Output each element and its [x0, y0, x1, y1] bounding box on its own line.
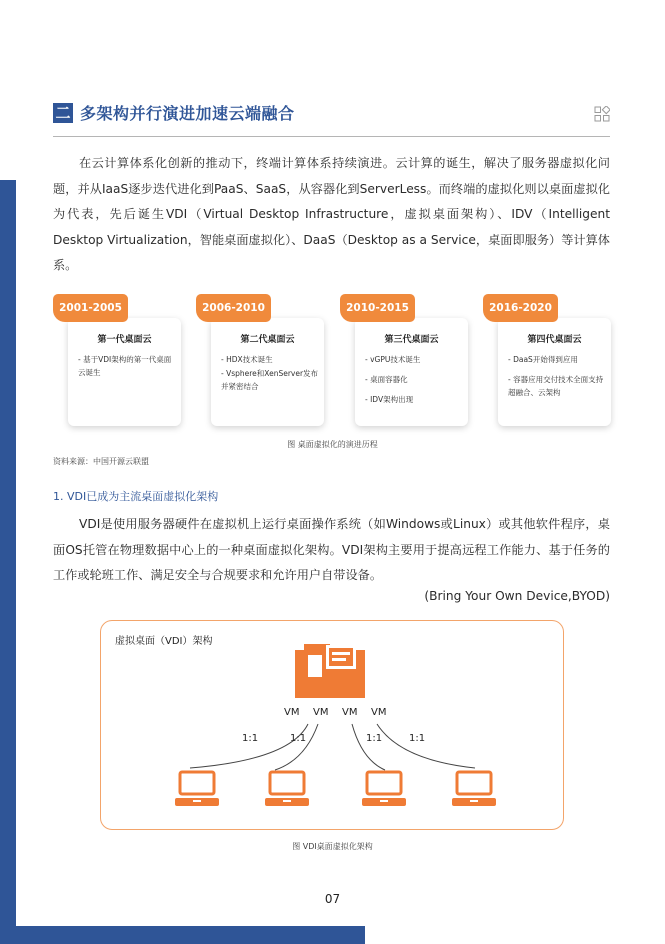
timeline-card-title: 第一代桌面云 — [97, 335, 152, 345]
vm-label: VM — [371, 707, 387, 718]
timeline-card-1 — [68, 318, 181, 426]
header-divider — [53, 136, 610, 137]
timeline-card-item: - 基于VDI架构的第一代桌面云诞生 — [78, 355, 172, 377]
timeline-card-3 — [355, 318, 468, 426]
section-title: 多架构并行演进加速云端融合 — [80, 104, 295, 123]
vdi-paragraph: VDI是使用服务器硬件在虚拟机上运行桌面操作系统（如Windows或Linux）或其他软件程序，桌面OS托管在物理数据中心上的一种桌面虚拟化架构。VDI架构主要用于提高远程工作能力、基于任务的工作或轮班工作、满足安全与合规要求和允许用户自带设备。 — [53, 517, 610, 582]
vdi-diagram-caption: 图 VDI桌面虚拟化架构 — [292, 842, 373, 851]
vm-label: VM — [342, 707, 358, 718]
left-decor-band — [0, 180, 16, 944]
subsection-title: 1. VDI已成为主流桌面虚拟化架构 — [53, 490, 219, 503]
timeline-card-item: - 容器应用交付技术全面支持超融合、云架构 — [508, 375, 604, 397]
section-number-badge: 二 — [53, 103, 73, 123]
timeline-period-tag: 2016-2020 — [483, 294, 558, 322]
ratio-label: 1:1 — [409, 733, 426, 744]
timeline-card-title: 第二代桌面云 — [240, 335, 295, 345]
timeline-card-item: - DaaS开始得到应用 — [508, 355, 578, 364]
source-note: 资料来源：中国开源云联盟 — [53, 457, 149, 466]
ratio-label: 1:1 — [242, 733, 259, 744]
bottom-decor-band — [0, 926, 365, 944]
timeline-caption: 图 桌面虚拟化的演进历程 — [287, 440, 378, 449]
byod-note: (Bring Your Own Device,BYOD) — [424, 589, 610, 603]
timeline-card-4 — [498, 318, 611, 426]
laptop-icon — [265, 772, 309, 806]
timeline-card-item: - HDX技术诞生 — [221, 355, 273, 364]
timeline-card-item: - 桌面容器化 — [365, 375, 408, 384]
laptop-icon — [452, 772, 496, 806]
server-icon — [295, 644, 365, 698]
intro-paragraph: 在云计算体系化创新的推动下，终端计算体系持续演进。云计算的诞生，解决了服务器虚拟化问题，并从IaaS逐步迭代进化到PaaS、SaaS，从容器化到ServerLess。而终端的虚拟化则以桌面虚拟化为代表，先后诞生VDI（Virtual Desktop Infrastructure，虚拟桌面架构）、IDV（Intelligent Desktop Virtualization，智能桌面虚拟化）、DaaS（Desktop as a Service，桌面即服务）等计算体系。 — [53, 156, 610, 272]
timeline-card-item: - IDV架构出现 — [365, 395, 414, 404]
grid-icon — [594, 106, 610, 122]
vm-label: VM — [284, 707, 300, 718]
vm-label: VM — [313, 707, 329, 718]
timeline-card-2 — [211, 318, 324, 426]
timeline-period-tag: 2010-2015 — [340, 294, 415, 322]
timeline-card-item: - vGPU技术诞生 — [365, 355, 421, 364]
ratio-label: 1:1 — [366, 733, 383, 744]
timeline-card-title: 第四代桌面云 — [527, 335, 582, 345]
laptop-icon — [175, 772, 219, 806]
ratio-label: 1:1 — [290, 733, 307, 744]
vdi-diagram-graphics — [100, 620, 562, 828]
timeline-period-tag: 2006-2010 — [196, 294, 271, 322]
timeline-period-tag: 2001-2005 — [53, 294, 128, 322]
laptop-icon — [362, 772, 406, 806]
vdi-diagram-label: 虚拟桌面（VDI）架构 — [115, 636, 213, 647]
page-number: 07 — [324, 892, 341, 906]
timeline-card-title: 第三代桌面云 — [384, 335, 439, 345]
timeline-card-item: - Vsphere和XenServer发布并紧密结合 — [221, 369, 319, 391]
